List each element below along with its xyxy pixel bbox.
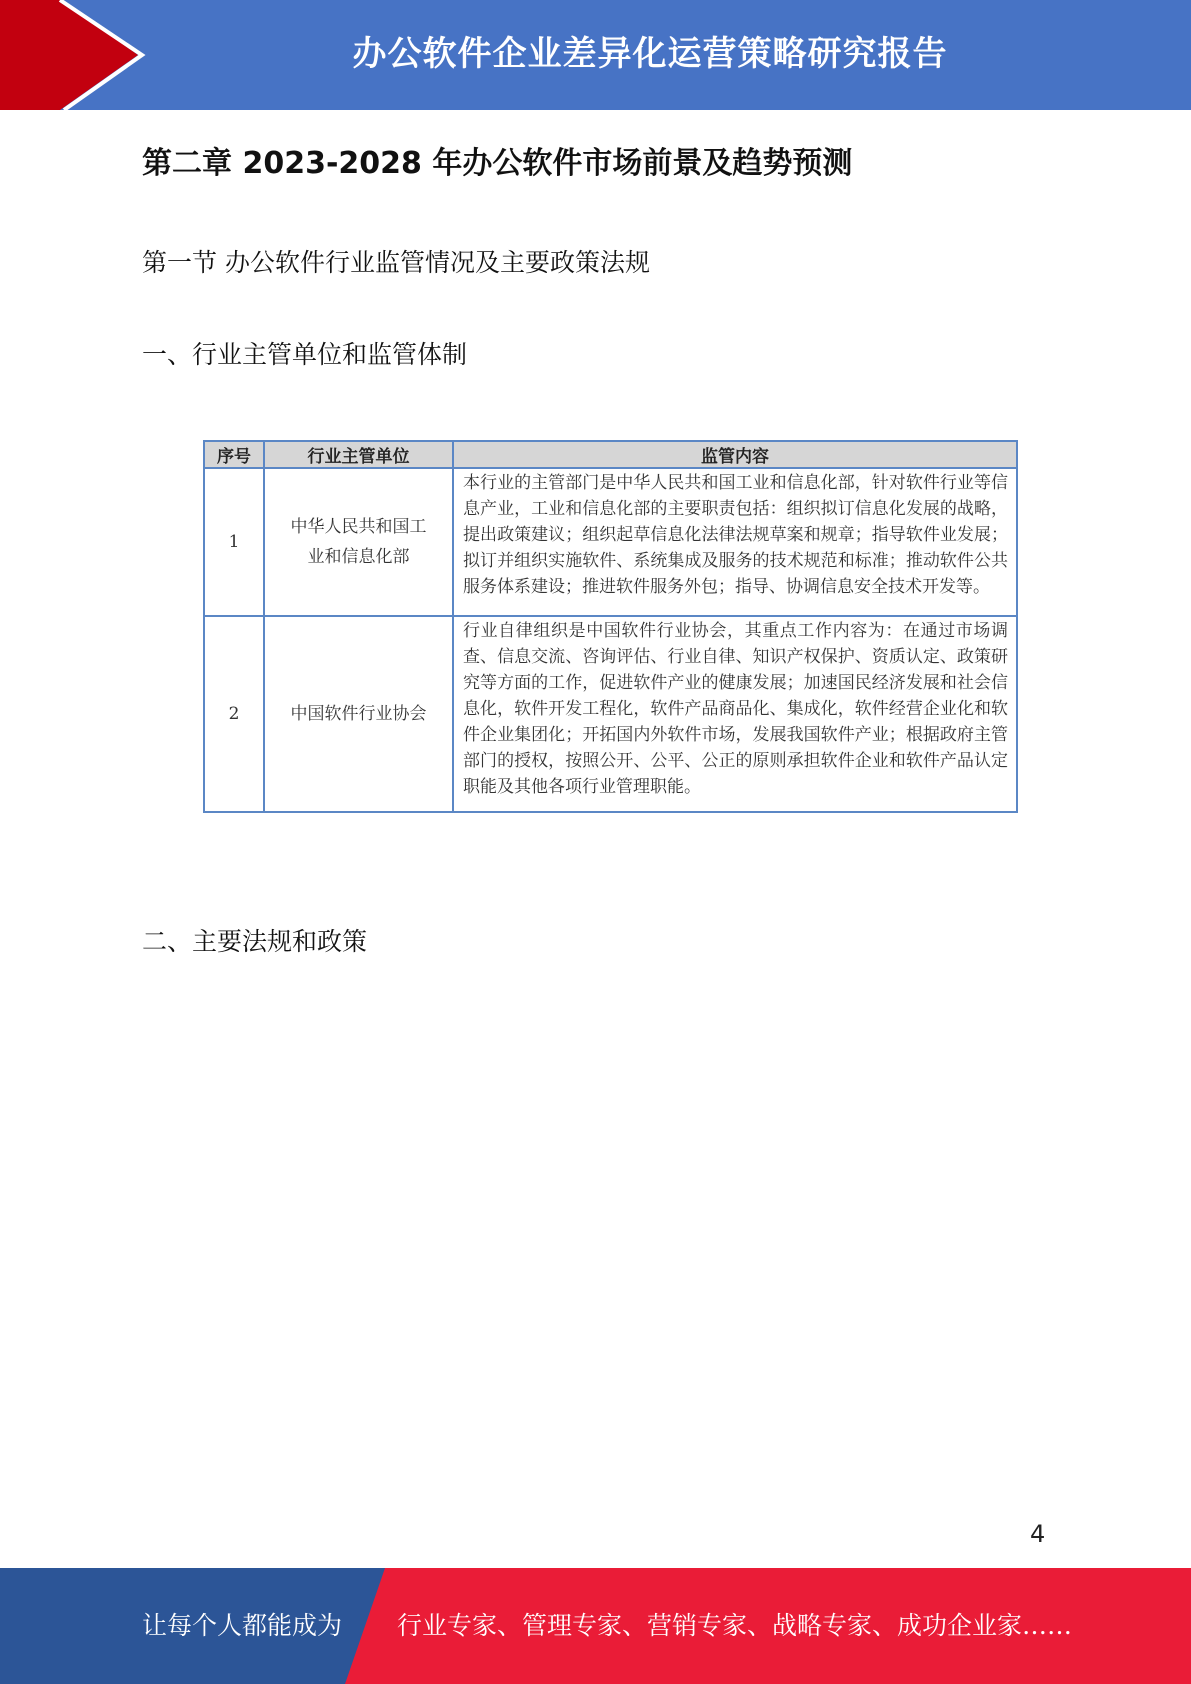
- page-number: 4: [1030, 1520, 1046, 1548]
- column-header-seq: 序号: [204, 441, 264, 468]
- chapter-title: 第二章 2023-2028 年办公软件市场前景及趋势预测: [142, 146, 853, 181]
- table-row: [204, 468, 1017, 616]
- report-title: 办公软件企业差异化运营策略研究报告: [352, 34, 948, 74]
- row-unit: [264, 616, 453, 812]
- regulation-table: [203, 440, 1018, 813]
- row-unit: [264, 468, 453, 616]
- column-header-content: 监管内容: [453, 441, 1017, 468]
- header-banner: [0, 0, 1191, 110]
- table-row: [204, 616, 1017, 812]
- footer-slogan-left: 让每个人都能成为: [142, 1611, 343, 1640]
- section-title: 第一节 办公软件行业监管情况及主要政策法规: [142, 248, 650, 277]
- subsection-title-policies: 二、主要法规和政策: [142, 927, 368, 956]
- column-header-unit: 行业主管单位: [264, 441, 453, 468]
- table-header-row: [204, 441, 1017, 468]
- row-unit-line: 业和信息化部: [307, 547, 410, 567]
- row-content: 本行业的主管部门是中华人民共和国工业和信息化部，针对软件行业等信息产业，工业和信息化部的主要职责包括：组织拟订信息化发展的战略，提出政策建议；组织起草信息化法律法规草案和规章；指导软件业发展；拟订并组织实施软件、系统集成及服务的技术规范和标准；推动软件公共服务体系建设；推进软件服务外包；指导、协调信息安全技术开发等。: [453, 468, 1017, 616]
- row-seq: 2: [204, 616, 264, 812]
- row-unit-line: 中华人民共和国工: [290, 517, 427, 537]
- footer-slogan-right: 行业专家、管理专家、营销专家、战略专家、成功企业家……: [397, 1611, 1073, 1640]
- row-seq: 1: [204, 468, 264, 616]
- row-unit-line: 中国软件行业协会: [290, 704, 427, 724]
- footer-banner: [0, 1568, 1191, 1684]
- row-content: 行业自律组织是中国软件行业协会，其重点工作内容为：在通过市场调查、信息交流、咨询评估、行业自律、知识产权保护、资质认定、政策研究等方面的工作，促进软件产业的健康发展；加速国民经济发展和社会信息化，软件开发工程化，软件产品商品化、集成化，软件经营企业化和软件企业集团化；开拓国内外软件市场，发展我国软件产业；根据政府主管部门的授权，按照公开、公平、公正的原则承担软件企业和软件产品认定职能及其他各项行业管理职能。: [453, 616, 1017, 812]
- subsection-title-regulators: 一、行业主管单位和监管体制: [142, 340, 468, 369]
